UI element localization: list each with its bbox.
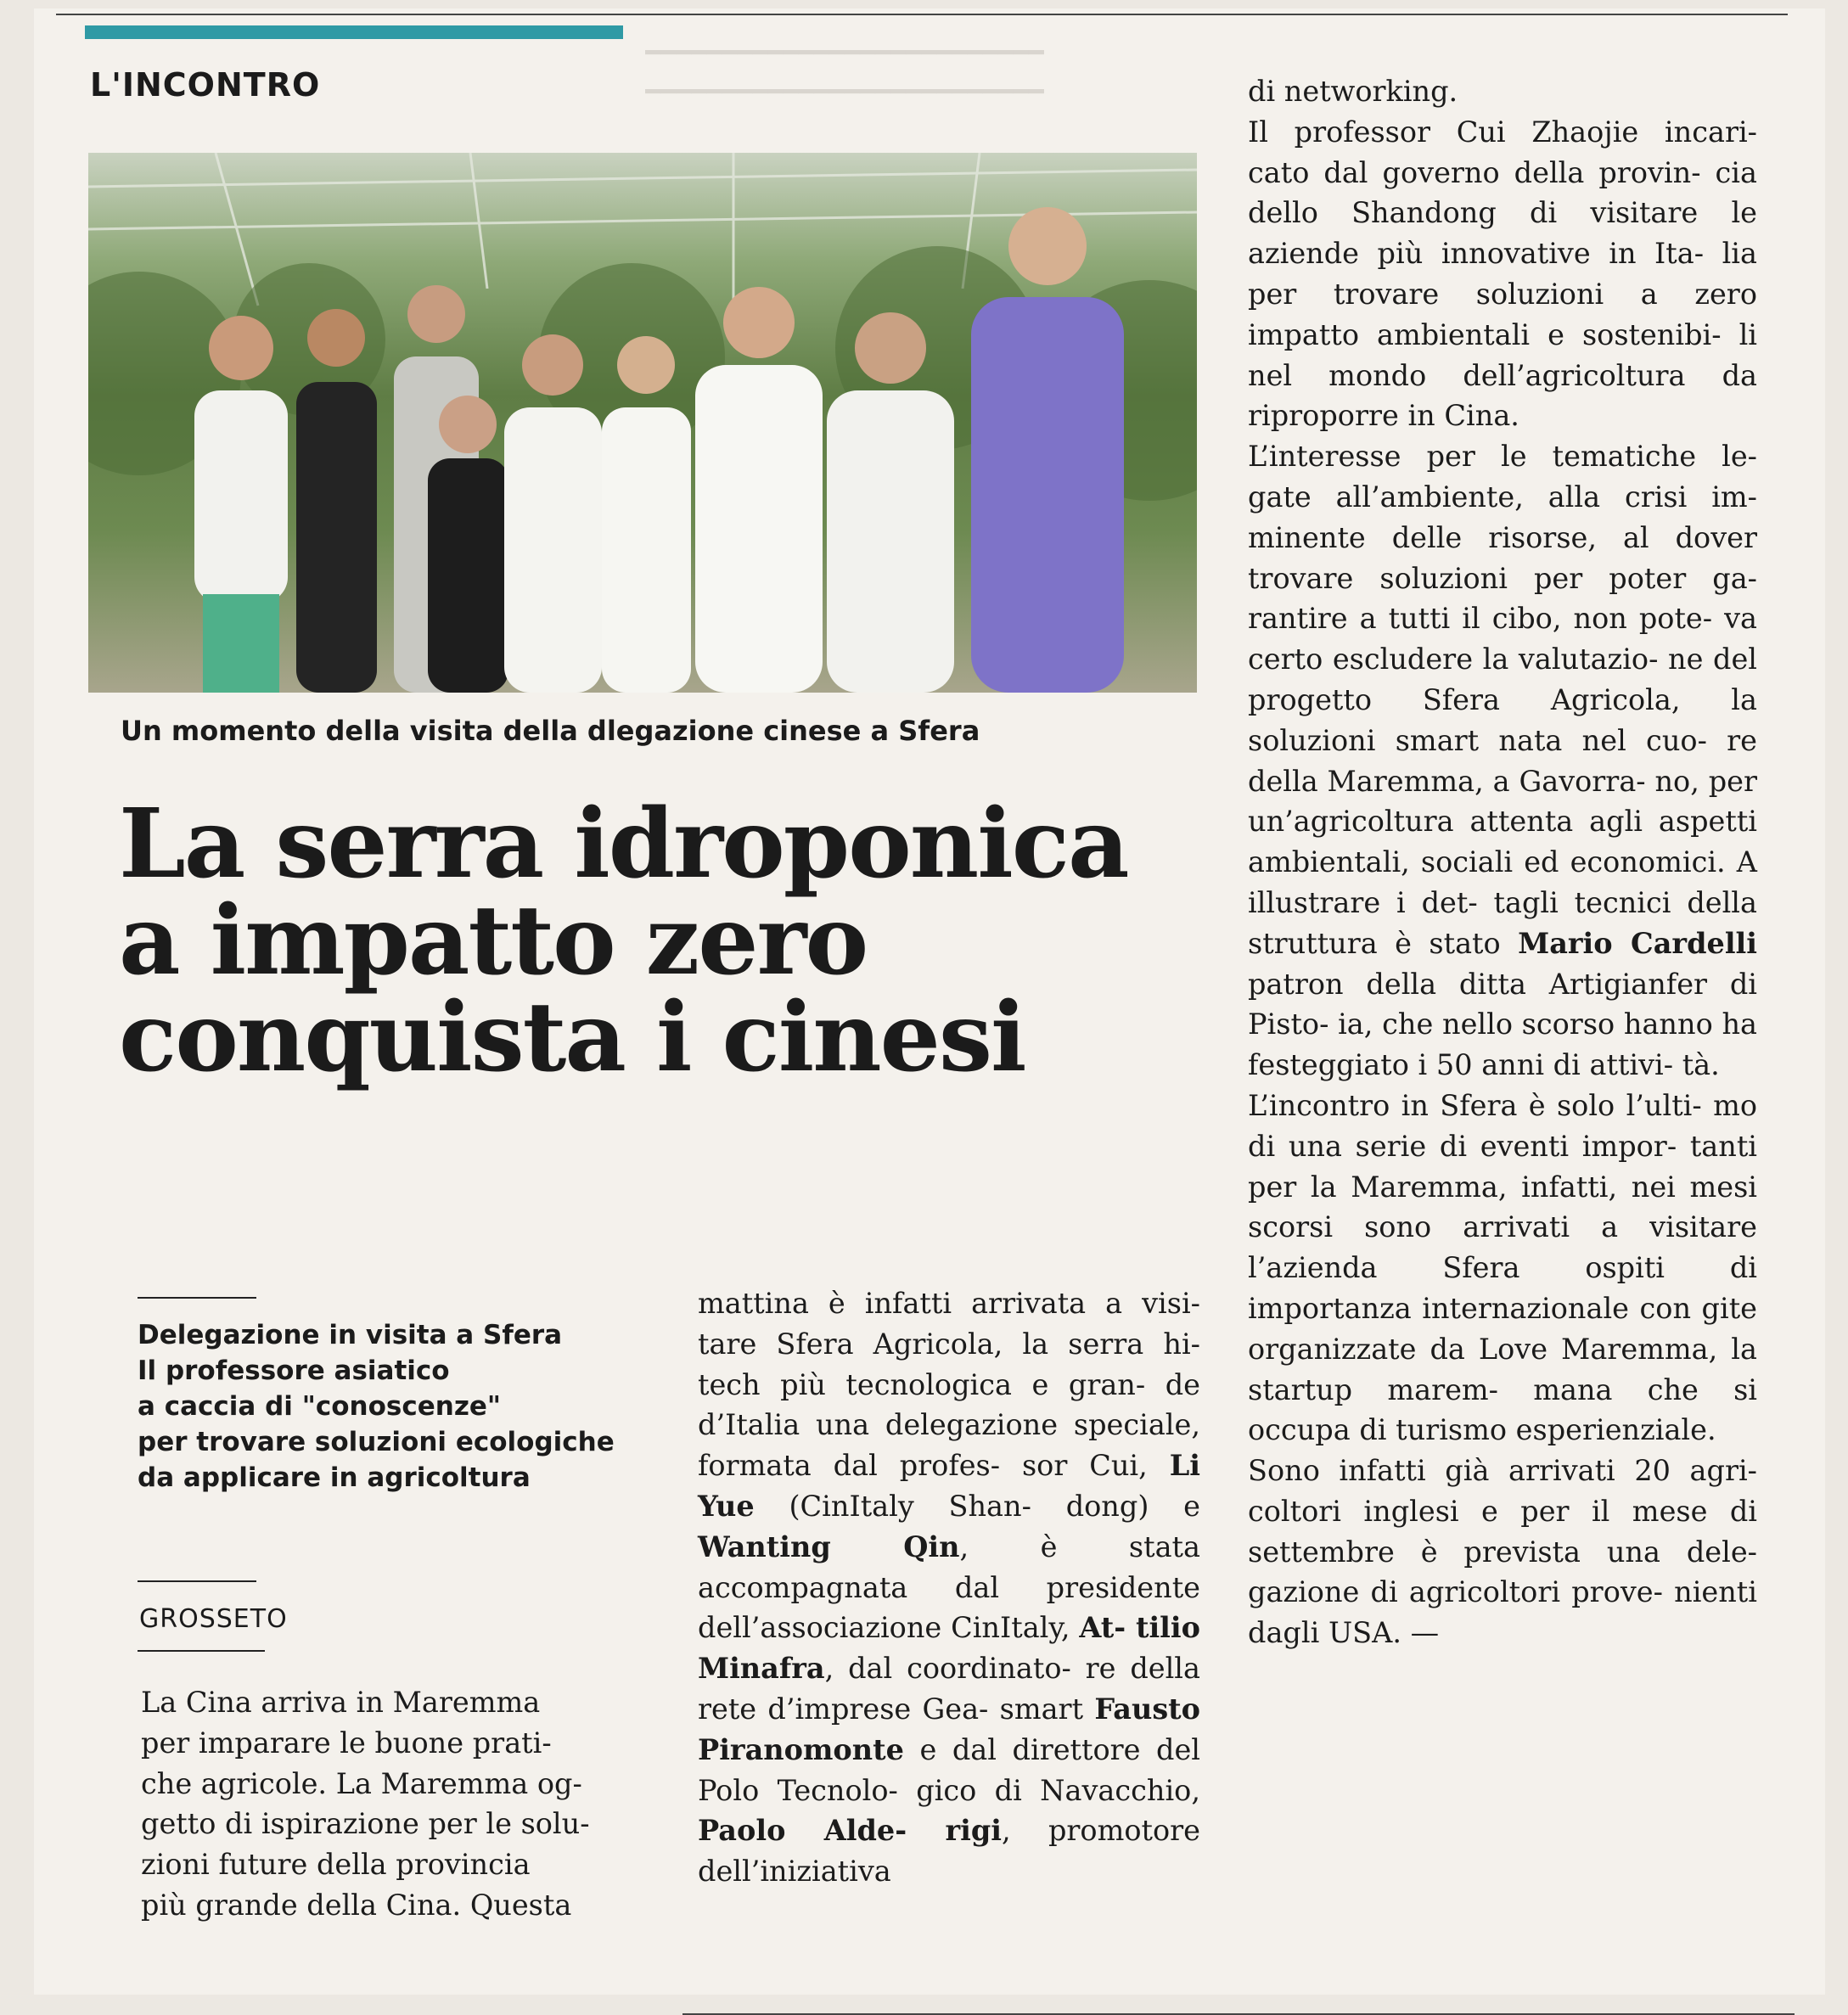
body-line: zioni future della provincia bbox=[141, 1848, 531, 1882]
body-line: per imparare le buone prati- bbox=[141, 1726, 552, 1760]
deck-line: da applicare in agricoltura bbox=[138, 1462, 531, 1493]
body-line: che agricole. La Maremma og- bbox=[141, 1766, 582, 1800]
person-name: Wanting Qin bbox=[698, 1529, 960, 1563]
section-accent-bar bbox=[85, 25, 623, 39]
body-text: patron della ditta Artigianfer di Pisto- ia, che nello scorso hanno ha festeggiato i 50 anni di attivi- tà. bbox=[1248, 967, 1757, 1082]
top-rule bbox=[56, 14, 1788, 15]
person-name: Mario Cardelli bbox=[1518, 926, 1757, 960]
body-paragraph: di networking. bbox=[1248, 75, 1458, 108]
body-paragraph: Il professor Cui Zhaojie incari- cato dal governo della provin- cia dello Shandong di visitare le aziende più innovative in Ita- lia per trovare soluzioni a zero impatto ambientali e sostenibi- li nel mondo dell’agricoltura da riproporre in Cina. bbox=[1248, 115, 1757, 433]
body-text: , promotore dell’iniziativa bbox=[698, 1814, 1200, 1889]
section-label: L'INCONTRO bbox=[90, 66, 321, 104]
subheadline-deck bbox=[138, 1317, 681, 1496]
body-line: La Cina arriva in Maremma bbox=[141, 1686, 541, 1719]
group-photo-greenhouse-icon bbox=[88, 153, 1197, 693]
body-line: getto di ispirazione per le solu- bbox=[141, 1807, 590, 1841]
body-text: mattina è infatti arrivata a visi- tare Sfera Agricola, la serra hi-tech più tecnologica e gran- de d’Italia una delegazione speciale, formata dal profes- sor Cui, bbox=[698, 1287, 1200, 1483]
body-paragraph: L’incontro in Sfera è solo l’ulti- mo di una serie di eventi impor- tanti per la Maremma, infatti, nei mesi scorsi sono arrivati a visitare l’azienda Sfera ospiti di importanza internazionale con gite organizzate da Love Maremma, la startup marem- mana che si occupa di turismo esperienziale. bbox=[1248, 1088, 1757, 1447]
body-paragraph: Sono infatti già arrivati 20 agri- coltori inglesi e per il mese di settembre è prevista una dele- gazione di agricoltori prove- nienti dagli USA. — bbox=[1248, 1454, 1757, 1650]
person-name: Fausto Piranomonte bbox=[698, 1692, 1201, 1766]
body-text: e dal direttore del Polo Tecnolo- gico di Navacchio, bbox=[698, 1732, 1200, 1807]
article-column-3 bbox=[1248, 71, 1757, 1653]
group-photo bbox=[88, 153, 1197, 693]
bleed-through-texture: ━━━━━━━━━━━━━━━━━━━━━━━━━━ ━━━━━━━━━━━━━━━━━━━━━━━━━━ bbox=[645, 38, 1044, 107]
article-column-1 bbox=[141, 1682, 647, 1926]
article-column-2 bbox=[698, 1283, 1200, 1892]
dateline: GROSSETO bbox=[139, 1604, 288, 1634]
person-name: Paolo Alde- rigi bbox=[698, 1814, 1002, 1848]
headline bbox=[119, 789, 1222, 1093]
deck-bottom-rule bbox=[138, 1580, 256, 1582]
headline-line-2: a impatto zero bbox=[119, 885, 868, 996]
deck-line: Delegazione in visita a Sfera bbox=[138, 1320, 563, 1350]
body-paragraph bbox=[1248, 436, 1757, 1086]
body-text: (CinItaly Shan- dong) e bbox=[789, 1489, 1200, 1523]
deck-line: Il professore asiatico bbox=[138, 1355, 450, 1386]
headline-line-3: conquista i cinesi bbox=[119, 982, 1025, 1093]
headline-line-1: La serra idroponica bbox=[119, 789, 1128, 900]
dateline-rule bbox=[138, 1650, 265, 1652]
body-text: , dal coordinato- re della rete d’imprese Gea- smart bbox=[698, 1652, 1200, 1726]
deck-line: a caccia di "conoscenze" bbox=[138, 1391, 502, 1422]
deck-line: per trovare soluzioni ecologiche bbox=[138, 1427, 615, 1457]
body-line: più grande della Cina. Questa bbox=[141, 1888, 572, 1922]
deck-top-rule bbox=[138, 1297, 256, 1299]
body-text: , è stata accompagnata dal presidente dell’associazione CinItaly, bbox=[698, 1529, 1200, 1645]
person-name: At- tilio Minafra bbox=[698, 1611, 1200, 1686]
body-paragraph bbox=[698, 1283, 1200, 1892]
person-name: Li Yue bbox=[698, 1449, 1200, 1523]
photo-caption: Un momento della visita della dlegazione cinese a Sfera bbox=[121, 715, 980, 747]
body-text: L’interesse per le tematiche le- gate all’ambiente, alla crisi im- minente delle risorse, al dover trovare soluzioni per poter ga- rantire a tutti il cibo, non pote- va certo escludere la valutazio- ne del progetto Sfera Agricola, la soluzioni smart nata nel cuo- re della Maremma, a Gavorra- no, per un’agricoltura attenta agli aspetti ambientali, sociali ed economici. A illustrare i det- tagli tecnici della struttura è stato bbox=[1248, 440, 1757, 960]
